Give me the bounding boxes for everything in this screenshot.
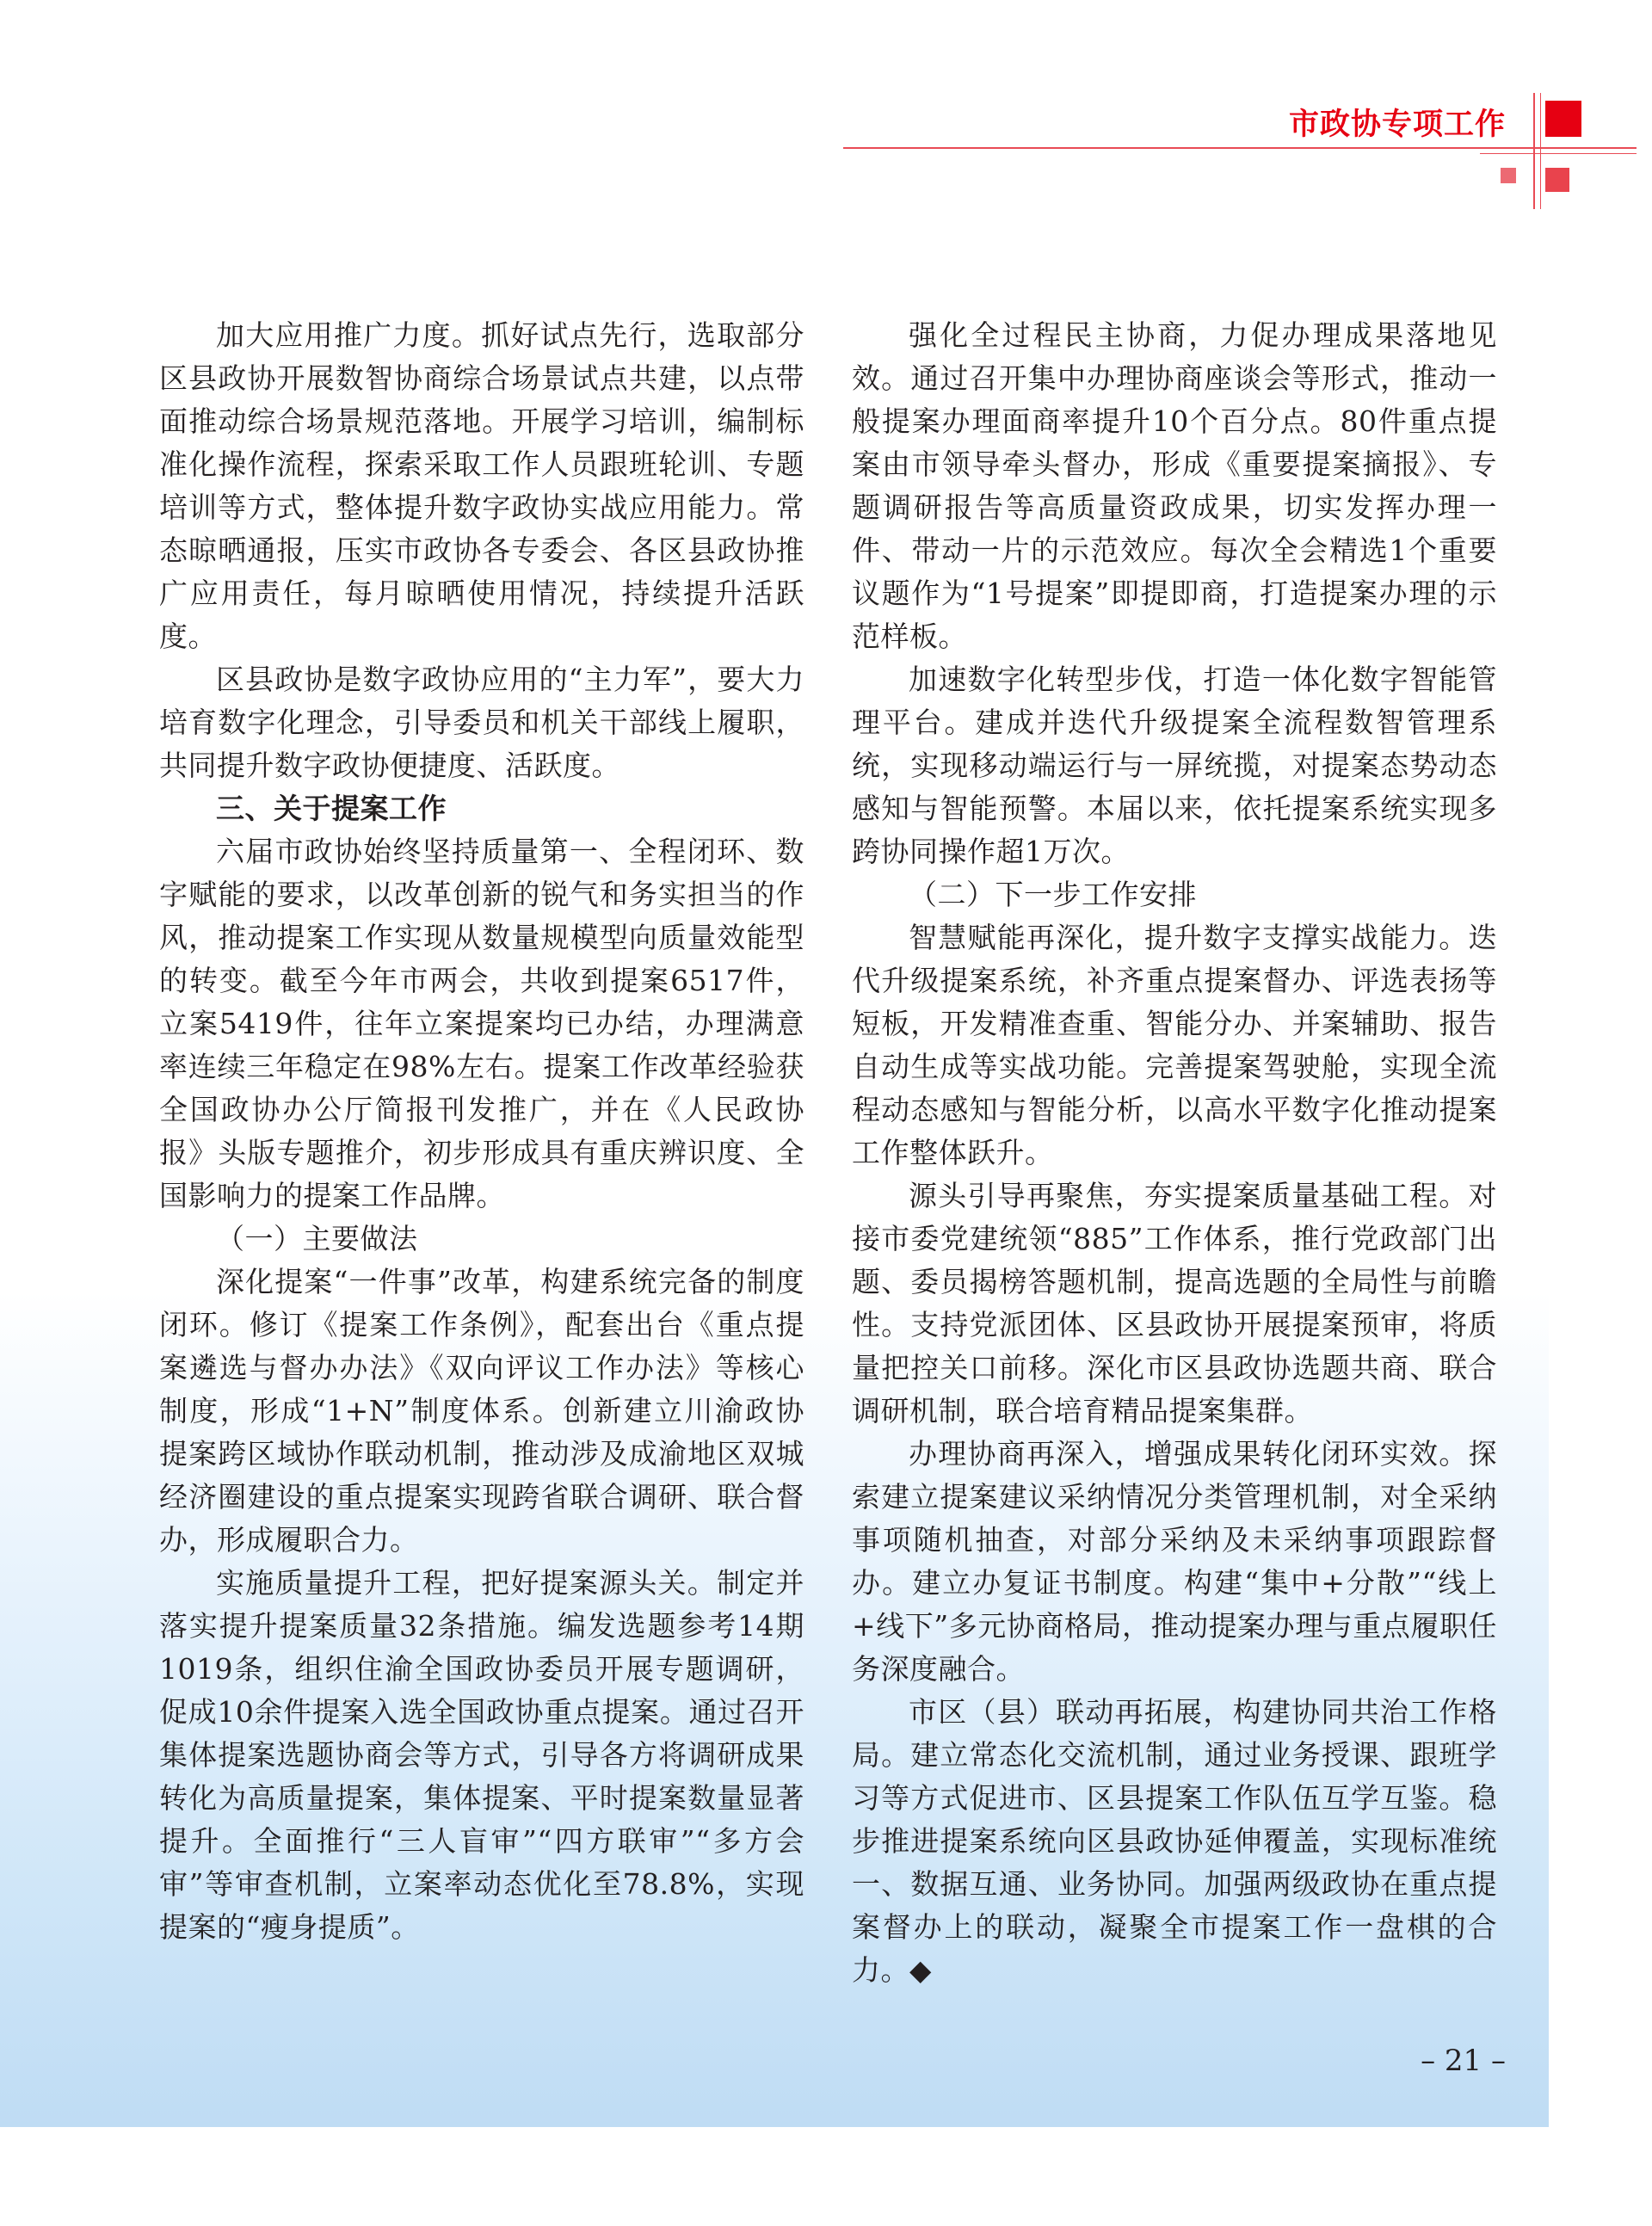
header-square-small	[1501, 168, 1516, 183]
subheading: （二）下一步工作安排	[909, 878, 1197, 911]
header-rule-short	[1480, 153, 1637, 154]
paragraph: 区县政协是数字政协应用的“主力军”，要大力培育数字化理念，引导委员和机关干部线上履职，共同提升数字政协便捷度、活跃度。	[159, 663, 804, 782]
header-square-large	[1545, 101, 1581, 137]
paragraph: 强化全过程民主协商，力促办理成果落地见效。通过召开集中办理协商座谈会等形式，推动一般提案办理面商率提升10个百分点。80件重点提案由市领导牵头督办，形成《重要提案摘报》、专题调研报告等高质量资政成果，切实发挥办理一件、带动一片的示范效应。每次全会精选1个重要议题作为“1号提案”即提即商，打造提案办理的示范样板。	[852, 318, 1497, 653]
section-title: 市政协专项工作	[1288, 108, 1506, 142]
paragraph: 六届市政协始终坚持质量第一、全程闭环、数字赋能的要求，以改革创新的锐气和务实担当的作风，推动提案工作实现从数量规模型向质量效能型的转变。截至今年市两会，共收到提案6517件，立案5419件，往年立案提案均已办结，办理满意率连续三年稳定在98%左右。提案工作改革经验获全国政协办公厅简报刊发推广，并在《人民政协报》头版专题推介，初步形成具有重庆辨识度、全国影响力的提案工作品牌。	[159, 835, 804, 1212]
header-vertical-rule	[1533, 93, 1535, 209]
paragraph: 源头引导再聚焦，夯实提案质量基础工程。对接市委党建统领“885”工作体系，推行党政部门出题、委员揭榜答题机制，提高选题的全局性与前瞻性。支持党派团体、区县政协开展提案预审，将质量把控关口前移。深化市区县政协选题共商、联合调研机制，联合培育精品提案集群。	[852, 1179, 1497, 1427]
paragraph: 实施质量提升工程，把好提案源头关。制定并落实提升提案质量32条措施。编发选题参考14期1019条，组织住渝全国政协委员开展专题调研，促成10余件提案入选全国政协重点提案。通过召开集体提案选题协商会等方式，引导各方将调研成果转化为高质量提案，集体提案、平时提案数量显著提升。全面推行“三人盲审”“四方联审”“多方会审”等审查机制，立案率动态优化至78.8%，实现提案的“瘦身提质”。	[159, 1566, 804, 1944]
paragraph: 加大应用推广力度。抓好试点先行，选取部分区县政协开展数智协商综合场景试点共建，以点带面推动综合场景规范落地。开展学习培训，编制标准化操作流程，探索采取工作人员跟班轮训、专题培训等方式，整体提升数字政协实战应用能力。常态晾晒通报，压实市政协各专委会、各区县政协推广应用责任，每月晾晒使用情况，持续提升活跃度。	[159, 318, 804, 653]
subheading: （一）主要做法	[216, 1222, 418, 1255]
header-rule	[843, 147, 1637, 149]
paragraph: 加速数字化转型步伐，打造一体化数字智能管理平台。建成并迭代升级提案全流程数智管理系统，实现移动端运行与一屏统揽，对提案态势动态感知与智能预警。本届以来，依托提案系统实现多跨协同操作超1万次。	[852, 663, 1497, 868]
paragraph: 智慧赋能再深化，提升数字支撑实战能力。迭代升级提案系统，补齐重点提案督办、评选表扬等短板，开发精准查重、智能分办、并案辅助、报告自动生成等实战功能。完善提案驾驶舱，实现全流程动态感知与智能分析，以高水平数字化推动提案工作整体跃升。	[852, 921, 1497, 1169]
left-column	[159, 314, 804, 1949]
header-vertical-rule-thin	[1540, 93, 1541, 209]
right-column	[852, 314, 1497, 1992]
section-heading: 三、关于提案工作	[216, 792, 447, 825]
paragraph: 市区（县）联动再拓展，构建协同共治工作格局。建立常态化交流机制，通过业务授课、跟班学习等方式促进市、区县提案工作队伍互学互鉴。稳步推进提案系统向区县政协延伸覆盖，实现标准统一、数据互通、业务协同。加强两级政协在重点提案督办上的联动，凝聚全市提案工作一盘棋的合力。◆	[852, 1695, 1497, 1987]
paragraph: 深化提案“一件事”改革，构建系统完备的制度闭环。修订《提案工作条例》，配套出台《重点提案遴选与督办办法》《双向评议工作办法》等核心制度，形成“1+N”制度体系。创新建立川渝政协提案跨区域协作联动机制，推动涉及成渝地区双城经济圈建设的重点提案实现跨省联合调研、联合督办，形成履职合力。	[159, 1265, 804, 1557]
header-square-medium	[1545, 168, 1569, 192]
page-number: – 21 –	[1421, 2044, 1506, 2078]
paragraph: 办理协商再深入，增强成果转化闭环实效。探索建立提案建议采纳情况分类管理机制，对全采纳事项随机抽查，对部分采纳及未采纳事项跟踪督办。建立办复证书制度。构建“集中+分散”“线上+线下”多元协商格局，推动提案办理与重点履职任务深度融合。	[852, 1437, 1497, 1686]
